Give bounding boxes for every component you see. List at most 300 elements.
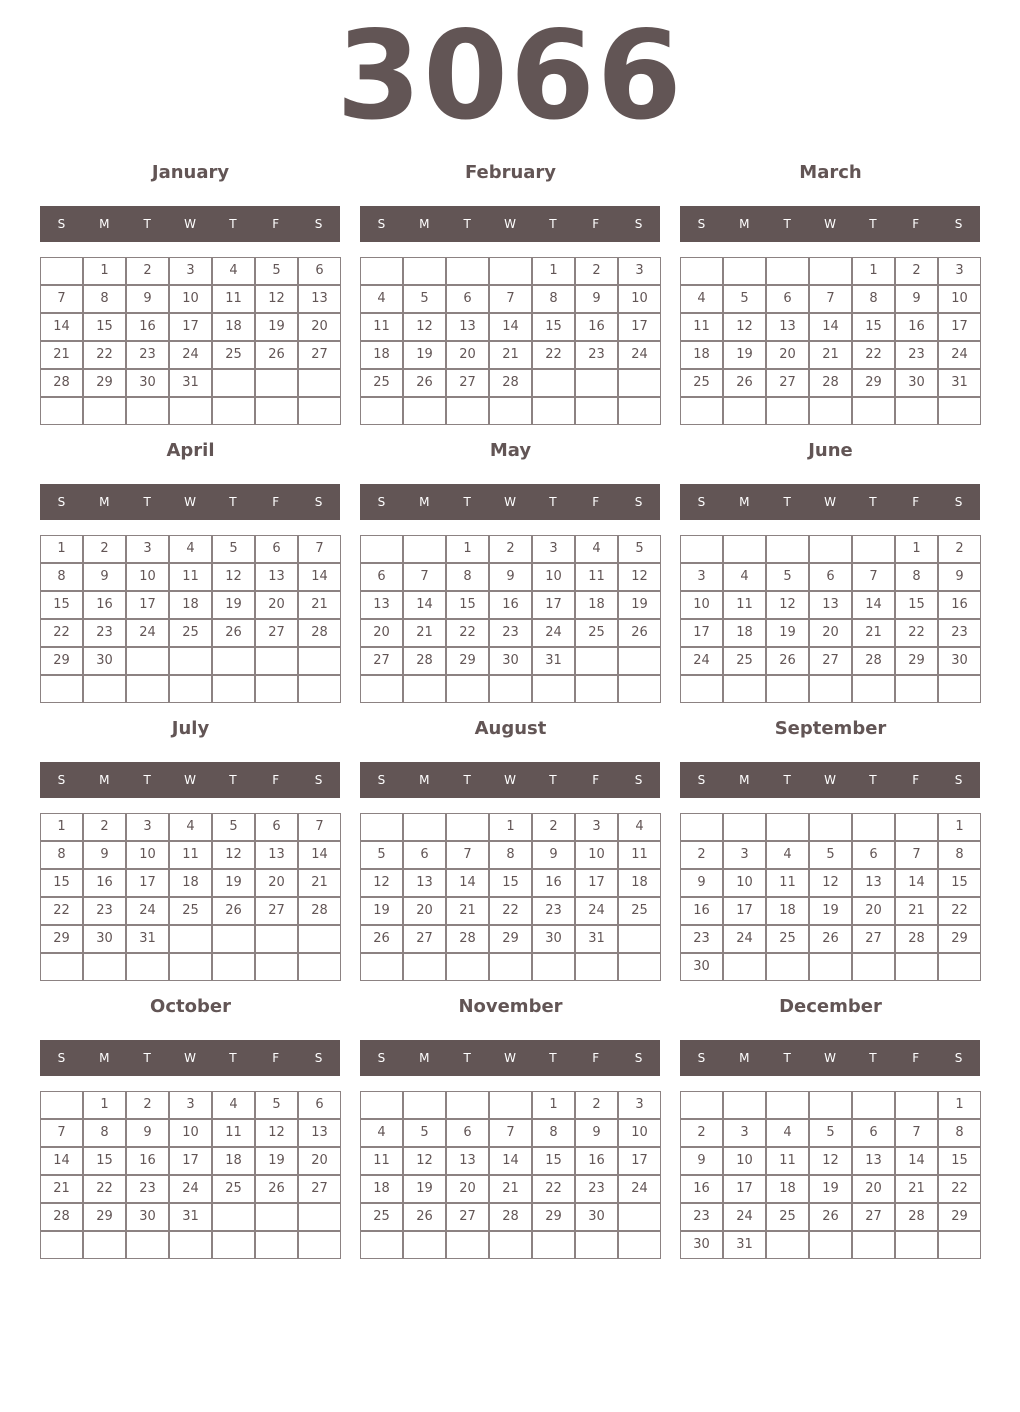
weekday-label: M (99, 1051, 110, 1065)
weekday-label: T (143, 495, 151, 509)
empty-day-cell (723, 397, 766, 425)
empty-day-cell (298, 953, 341, 981)
empty-day-cell (766, 675, 809, 703)
empty-day-cell (618, 369, 661, 397)
day-cell: 6 (298, 1091, 341, 1119)
weekday-label: S (954, 217, 963, 231)
weekday-header (680, 206, 980, 242)
weekday-header (680, 1040, 980, 1076)
weekday-header (40, 484, 340, 520)
day-cell: 7 (446, 841, 489, 869)
day-cell: 17 (532, 591, 575, 619)
day-cell: 1 (83, 257, 126, 285)
empty-day-cell (403, 257, 446, 285)
day-cell: 16 (938, 591, 981, 619)
day-cell: 9 (680, 869, 723, 897)
day-cell: 7 (298, 813, 341, 841)
empty-day-cell (255, 925, 298, 953)
day-cell: 28 (809, 369, 852, 397)
weekday-label: F (592, 217, 600, 231)
day-cell: 19 (618, 591, 661, 619)
day-cell: 1 (83, 1091, 126, 1119)
day-cell: 25 (212, 1175, 255, 1203)
day-cell: 20 (403, 897, 446, 925)
day-cell: 23 (532, 897, 575, 925)
day-cell: 1 (938, 1091, 981, 1119)
day-cell: 1 (895, 535, 938, 563)
day-cell: 10 (680, 591, 723, 619)
weekday-label: S (697, 495, 706, 509)
empty-day-cell (446, 257, 489, 285)
day-cell: 18 (723, 619, 766, 647)
day-cell: 13 (852, 1147, 895, 1175)
day-cell: 2 (126, 1091, 169, 1119)
day-cell: 2 (83, 813, 126, 841)
weekday-label: W (504, 773, 516, 787)
day-cell: 14 (809, 313, 852, 341)
day-cell: 13 (255, 841, 298, 869)
weekday-label: M (99, 217, 110, 231)
day-cell: 26 (809, 925, 852, 953)
day-cell: 5 (723, 285, 766, 313)
empty-day-cell (212, 953, 255, 981)
day-cell: 11 (680, 313, 723, 341)
day-cell: 22 (532, 341, 575, 369)
day-cell: 6 (403, 841, 446, 869)
weekday-label: S (954, 773, 963, 787)
day-cell: 20 (360, 619, 403, 647)
day-cell: 1 (852, 257, 895, 285)
day-cell: 12 (403, 1147, 446, 1175)
day-cell: 11 (169, 563, 212, 591)
day-cell: 17 (723, 897, 766, 925)
empty-day-cell (852, 1091, 895, 1119)
day-cell: 6 (766, 285, 809, 313)
day-cell: 5 (255, 257, 298, 285)
day-cell: 13 (809, 591, 852, 619)
empty-day-cell (255, 953, 298, 981)
empty-day-cell (446, 953, 489, 981)
day-cell: 20 (298, 1147, 341, 1175)
day-grid (680, 257, 981, 426)
weekday-label: S (954, 1051, 963, 1065)
day-cell: 16 (83, 869, 126, 897)
empty-day-cell (298, 397, 341, 425)
day-cell: 31 (723, 1231, 766, 1259)
weekday-label: W (504, 495, 516, 509)
empty-day-cell (938, 1231, 981, 1259)
day-cell: 22 (83, 341, 126, 369)
empty-day-cell (723, 675, 766, 703)
empty-day-cell (169, 953, 212, 981)
weekday-label: T (783, 495, 791, 509)
day-cell: 10 (532, 563, 575, 591)
day-cell: 29 (83, 369, 126, 397)
weekday-label: F (912, 1051, 920, 1065)
day-cell: 15 (40, 869, 83, 897)
empty-day-cell (126, 647, 169, 675)
day-cell: 10 (723, 1147, 766, 1175)
empty-day-cell (360, 397, 403, 425)
day-cell: 30 (575, 1203, 618, 1231)
day-cell: 7 (489, 1119, 532, 1147)
day-cell: 4 (360, 285, 403, 313)
day-cell: 8 (532, 285, 575, 313)
weekday-label: S (314, 773, 323, 787)
day-cell: 31 (169, 369, 212, 397)
empty-day-cell (809, 1231, 852, 1259)
day-cell: 26 (723, 369, 766, 397)
day-cell: 29 (852, 369, 895, 397)
day-cell: 12 (255, 285, 298, 313)
day-cell: 27 (446, 369, 489, 397)
day-cell: 28 (852, 647, 895, 675)
day-cell: 23 (575, 1175, 618, 1203)
empty-day-cell (298, 675, 341, 703)
day-cell: 13 (255, 563, 298, 591)
day-cell: 20 (446, 1175, 489, 1203)
empty-day-cell (809, 1091, 852, 1119)
day-cell: 11 (169, 841, 212, 869)
day-cell: 23 (680, 925, 723, 953)
day-cell: 11 (618, 841, 661, 869)
day-cell: 20 (255, 869, 298, 897)
day-cell: 27 (255, 619, 298, 647)
weekday-label: W (184, 495, 196, 509)
empty-day-cell (403, 397, 446, 425)
empty-day-cell (938, 397, 981, 425)
day-cell: 28 (489, 369, 532, 397)
day-cell: 26 (618, 619, 661, 647)
empty-day-cell (766, 953, 809, 981)
day-cell: 16 (575, 1147, 618, 1175)
day-cell: 12 (723, 313, 766, 341)
day-cell: 17 (126, 869, 169, 897)
empty-day-cell (766, 1231, 809, 1259)
empty-day-cell (895, 1091, 938, 1119)
day-cell: 9 (680, 1147, 723, 1175)
empty-day-cell (618, 925, 661, 953)
empty-day-cell (852, 1231, 895, 1259)
day-cell: 28 (446, 925, 489, 953)
empty-day-cell (852, 397, 895, 425)
day-cell: 8 (895, 563, 938, 591)
day-cell: 24 (938, 341, 981, 369)
empty-day-cell (169, 675, 212, 703)
day-cell: 15 (938, 869, 981, 897)
weekday-label: T (549, 1051, 557, 1065)
weekday-label: S (634, 495, 643, 509)
weekday-label: T (143, 1051, 151, 1065)
day-cell: 10 (169, 1119, 212, 1147)
empty-day-cell (40, 675, 83, 703)
day-cell: 7 (40, 1119, 83, 1147)
day-cell: 31 (938, 369, 981, 397)
weekday-label: F (592, 773, 600, 787)
day-cell: 10 (575, 841, 618, 869)
day-cell: 16 (895, 313, 938, 341)
day-cell: 28 (895, 1203, 938, 1231)
day-cell: 15 (489, 869, 532, 897)
weekday-label: M (739, 773, 750, 787)
day-cell: 1 (489, 813, 532, 841)
day-cell: 12 (360, 869, 403, 897)
empty-day-cell (489, 675, 532, 703)
day-cell: 17 (680, 619, 723, 647)
weekday-label: T (549, 217, 557, 231)
day-cell: 28 (403, 647, 446, 675)
empty-day-cell (852, 535, 895, 563)
weekday-header (360, 484, 660, 520)
weekday-label: T (463, 495, 471, 509)
day-cell: 4 (212, 257, 255, 285)
day-cell: 16 (126, 1147, 169, 1175)
day-cell: 18 (212, 313, 255, 341)
day-cell: 18 (169, 591, 212, 619)
empty-day-cell (723, 535, 766, 563)
day-cell: 26 (212, 619, 255, 647)
day-cell: 23 (680, 1203, 723, 1231)
day-cell: 30 (680, 953, 723, 981)
day-cell: 22 (938, 897, 981, 925)
weekday-label: S (954, 495, 963, 509)
day-cell: 19 (255, 1147, 298, 1175)
weekday-header (360, 206, 660, 242)
calendar-year-title: 3066 (336, 5, 684, 147)
month-name: August (474, 718, 547, 739)
empty-day-cell (852, 953, 895, 981)
day-cell: 20 (852, 1175, 895, 1203)
day-cell: 19 (809, 1175, 852, 1203)
empty-day-cell (575, 369, 618, 397)
day-cell: 16 (532, 869, 575, 897)
day-cell: 22 (532, 1175, 575, 1203)
day-cell: 8 (852, 285, 895, 313)
empty-day-cell (723, 1091, 766, 1119)
empty-day-cell (575, 675, 618, 703)
day-cell: 19 (403, 341, 446, 369)
day-cell: 15 (895, 591, 938, 619)
day-cell: 19 (403, 1175, 446, 1203)
day-cell: 5 (618, 535, 661, 563)
day-cell: 15 (83, 313, 126, 341)
day-cell: 16 (680, 1175, 723, 1203)
day-cell: 7 (403, 563, 446, 591)
day-cell: 26 (403, 369, 446, 397)
day-cell: 12 (809, 869, 852, 897)
empty-day-cell (938, 953, 981, 981)
weekday-label: F (272, 773, 280, 787)
day-cell: 18 (360, 1175, 403, 1203)
day-cell: 20 (255, 591, 298, 619)
day-cell: 9 (83, 841, 126, 869)
empty-day-cell (298, 369, 341, 397)
empty-day-cell (169, 925, 212, 953)
day-cell: 27 (852, 1203, 895, 1231)
day-cell: 16 (489, 591, 532, 619)
weekday-label: M (419, 217, 430, 231)
weekday-header (360, 762, 660, 798)
empty-day-cell (575, 953, 618, 981)
day-cell: 12 (255, 1119, 298, 1147)
weekday-label: W (824, 495, 836, 509)
day-cell: 4 (360, 1119, 403, 1147)
empty-day-cell (809, 953, 852, 981)
empty-day-cell (575, 647, 618, 675)
day-cell: 14 (489, 1147, 532, 1175)
empty-day-cell (895, 1231, 938, 1259)
day-cell: 25 (618, 897, 661, 925)
weekday-label: F (272, 217, 280, 231)
day-cell: 21 (489, 1175, 532, 1203)
day-cell: 30 (126, 369, 169, 397)
day-cell: 27 (446, 1203, 489, 1231)
day-cell: 18 (212, 1147, 255, 1175)
day-cell: 11 (360, 313, 403, 341)
weekday-label: M (739, 495, 750, 509)
day-cell: 2 (532, 813, 575, 841)
day-cell: 7 (298, 535, 341, 563)
day-cell: 27 (360, 647, 403, 675)
day-cell: 4 (212, 1091, 255, 1119)
day-cell: 25 (575, 619, 618, 647)
empty-day-cell (723, 257, 766, 285)
day-cell: 8 (40, 563, 83, 591)
day-cell: 29 (532, 1203, 575, 1231)
empty-day-cell (403, 535, 446, 563)
day-cell: 25 (360, 369, 403, 397)
day-cell: 2 (680, 841, 723, 869)
day-cell: 8 (83, 1119, 126, 1147)
day-cell: 22 (446, 619, 489, 647)
day-cell: 24 (618, 341, 661, 369)
day-cell: 29 (895, 647, 938, 675)
empty-day-cell (723, 953, 766, 981)
day-cell: 14 (489, 313, 532, 341)
weekday-label: T (143, 217, 151, 231)
day-cell: 23 (126, 1175, 169, 1203)
day-cell: 21 (852, 619, 895, 647)
day-cell: 9 (532, 841, 575, 869)
day-cell: 29 (938, 1203, 981, 1231)
day-cell: 18 (575, 591, 618, 619)
empty-day-cell (575, 1231, 618, 1259)
empty-day-cell (83, 953, 126, 981)
day-cell: 8 (938, 841, 981, 869)
day-cell: 1 (40, 813, 83, 841)
day-cell: 28 (298, 897, 341, 925)
day-cell: 26 (255, 1175, 298, 1203)
day-cell: 15 (40, 591, 83, 619)
day-cell: 24 (532, 619, 575, 647)
day-cell: 5 (403, 285, 446, 313)
empty-day-cell (40, 1091, 83, 1119)
day-cell: 9 (83, 563, 126, 591)
day-cell: 19 (212, 591, 255, 619)
weekday-label: S (377, 495, 386, 509)
empty-day-cell (532, 397, 575, 425)
day-cell: 3 (169, 1091, 212, 1119)
day-grid (680, 535, 981, 704)
empty-day-cell (298, 925, 341, 953)
empty-day-cell (255, 647, 298, 675)
weekday-label: S (634, 1051, 643, 1065)
day-cell: 16 (680, 897, 723, 925)
day-cell: 8 (40, 841, 83, 869)
empty-day-cell (532, 675, 575, 703)
day-cell: 13 (446, 1147, 489, 1175)
day-cell: 27 (852, 925, 895, 953)
empty-day-cell (360, 1231, 403, 1259)
weekday-header (40, 762, 340, 798)
day-cell: 21 (40, 341, 83, 369)
empty-day-cell (489, 1231, 532, 1259)
day-cell: 19 (809, 897, 852, 925)
day-cell: 3 (169, 257, 212, 285)
empty-day-cell (255, 369, 298, 397)
weekday-label: F (272, 495, 280, 509)
day-cell: 2 (83, 535, 126, 563)
day-cell: 2 (895, 257, 938, 285)
weekday-label: T (869, 1051, 877, 1065)
day-cell: 27 (403, 925, 446, 953)
day-cell: 22 (852, 341, 895, 369)
weekday-label: M (419, 1051, 430, 1065)
day-cell: 8 (83, 285, 126, 313)
day-cell: 25 (169, 897, 212, 925)
day-cell: 9 (938, 563, 981, 591)
day-cell: 25 (360, 1203, 403, 1231)
empty-day-cell (766, 535, 809, 563)
day-cell: 3 (126, 535, 169, 563)
day-cell: 29 (40, 647, 83, 675)
month-name: April (166, 440, 215, 461)
weekday-label: T (463, 217, 471, 231)
day-cell: 4 (169, 535, 212, 563)
day-cell: 20 (298, 313, 341, 341)
day-cell: 14 (298, 563, 341, 591)
weekday-label: F (592, 495, 600, 509)
day-cell: 20 (852, 897, 895, 925)
empty-day-cell (618, 675, 661, 703)
empty-day-cell (212, 369, 255, 397)
day-cell: 11 (723, 591, 766, 619)
day-cell: 21 (298, 591, 341, 619)
day-cell: 13 (446, 313, 489, 341)
day-cell: 13 (360, 591, 403, 619)
weekday-label: S (377, 773, 386, 787)
empty-day-cell (298, 1203, 341, 1231)
day-cell: 9 (575, 1119, 618, 1147)
day-cell: 9 (575, 285, 618, 313)
empty-day-cell (532, 369, 575, 397)
weekday-label: T (549, 773, 557, 787)
day-cell: 14 (40, 313, 83, 341)
day-cell: 21 (403, 619, 446, 647)
day-cell: 27 (255, 897, 298, 925)
day-cell: 24 (126, 897, 169, 925)
empty-day-cell (895, 397, 938, 425)
day-cell: 26 (766, 647, 809, 675)
day-cell: 29 (938, 925, 981, 953)
day-cell: 24 (169, 1175, 212, 1203)
empty-day-cell (618, 1203, 661, 1231)
day-cell: 24 (723, 925, 766, 953)
empty-day-cell (809, 257, 852, 285)
day-cell: 9 (895, 285, 938, 313)
day-cell: 22 (938, 1175, 981, 1203)
day-cell: 3 (723, 841, 766, 869)
